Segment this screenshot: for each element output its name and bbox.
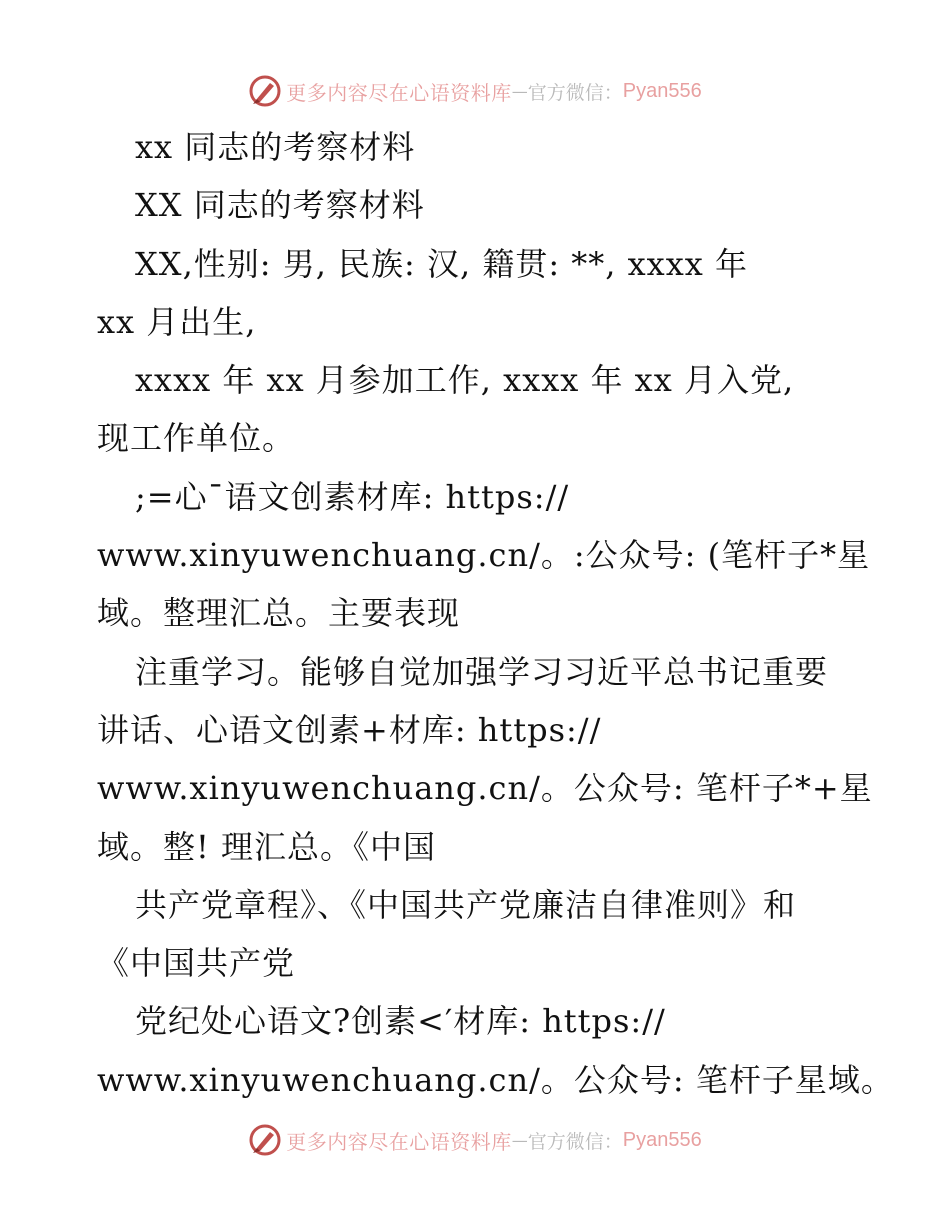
watermark-wechat-id: Pyan556 [622,79,702,102]
watermark-label: 官方微信： [527,1130,623,1153]
doc-line: 现工作单位。 [97,419,296,458]
watermark-separator: — [511,81,528,101]
doc-line: 域。整! 理汇总。《中国 [97,827,437,866]
doc-line: ;=心¯语文创素材库: https:// [135,477,570,516]
watermark-site-text: 更多内容尽在心语资料库 [286,80,512,105]
doc-line: www.xinyuwenchuang.cn/。公众号: 笔杆子星域。 [97,1060,894,1099]
doc-line: 共产党章程》、《中国共产党廉洁自律准则》和 [135,885,797,924]
watermark-separator: — [511,1130,528,1150]
pen-logo-icon [248,1123,282,1157]
watermark-footer [0,1120,950,1160]
doc-line: XX,性别: 男, 民族: 汉, 籍贯: **, xxxx 年 [135,244,748,283]
watermark-header [0,71,950,111]
doc-line: www.xinyuwenchuang.cn/。公众号: 笔杆子*+星 [97,769,873,808]
watermark-wechat-id: Pyan556 [622,1128,702,1151]
doc-line: 域。整理汇总。主要表现 [97,594,461,633]
doc-line: 讲话、心语文创素+材库: https:// [97,710,602,749]
watermark-site-text: 更多内容尽在心语资料库 [286,1129,512,1154]
doc-line: xx 同志的考察材料 [135,128,416,166]
watermark-label: 官方微信： [527,81,623,104]
doc-line: 《中国共产党 [97,944,296,983]
doc-line: XX 同志的考察材料 [135,186,425,225]
doc-line: www.xinyuwenchuang.cn/。:公众号: (笔杆子*星 [97,536,871,575]
document-body [97,118,894,1109]
doc-line: xxxx 年 xx 月参加工作, xxxx 年 xx 月入党, [135,361,795,400]
doc-line: 党纪处心语文?创素<′材库: https:// [135,1002,666,1041]
pen-logo-icon [248,74,282,108]
doc-line: xx 月出生, [97,302,257,341]
doc-line: 注重学习。能够自觉加强学习习近平总书记重要 [135,652,829,691]
